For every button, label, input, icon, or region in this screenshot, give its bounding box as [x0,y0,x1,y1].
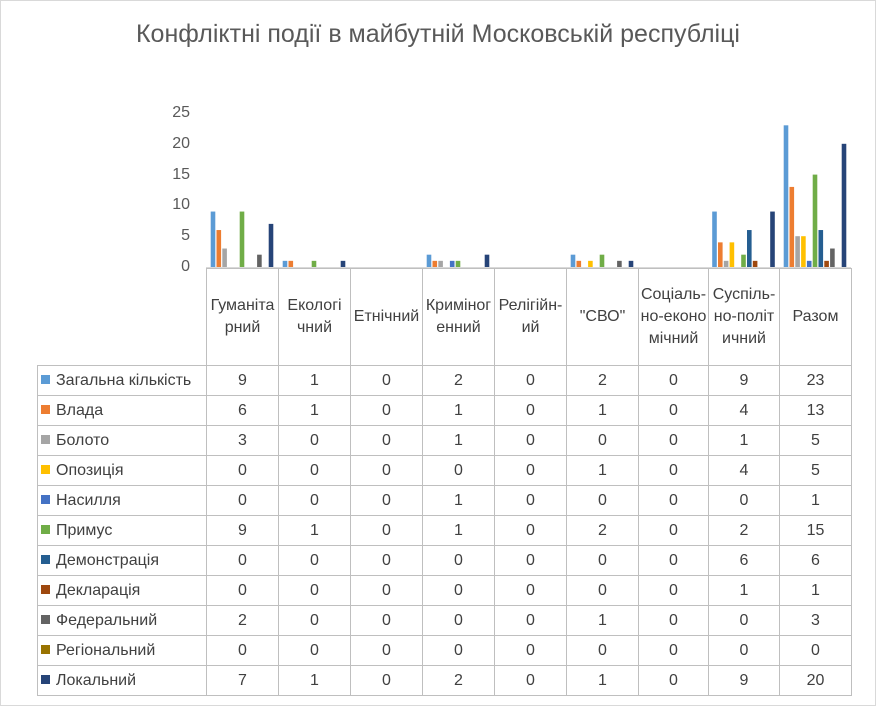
category-label [207,269,279,366]
data-label: 1 [567,456,639,486]
bar [830,249,835,267]
table-row [38,576,852,606]
legend-swatch [41,525,50,534]
legend-entry [38,456,207,486]
legend-swatch [41,375,50,384]
data-label: 0 [207,546,279,576]
bar [813,175,818,267]
data-label: 7 [207,666,279,696]
table-row [38,456,852,486]
bar [450,261,455,267]
data-label: 0 [567,546,639,576]
bar [571,255,576,267]
data-label: 0 [279,636,351,666]
legend-entry [38,366,207,396]
data-label: 1 [709,576,780,606]
data-label: 2 [567,516,639,546]
legend-entry [38,516,207,546]
data-label: 0 [709,636,780,666]
data-label: 6 [780,546,852,576]
data-label: 0 [495,486,567,516]
bar [269,224,274,267]
bar [770,212,775,267]
data-label: 9 [709,666,780,696]
data-label: 0 [567,486,639,516]
data-label: 0 [495,576,567,606]
legend-swatch [41,675,50,684]
chart-title: Конфліктні події в майбутній Московській республіці [135,20,740,48]
data-label: 23 [780,366,852,396]
category-label-text: Разом [792,308,839,325]
legend-swatch [41,585,50,594]
data-label: 0 [495,456,567,486]
data-label: 0 [351,456,423,486]
data-label: 0 [423,576,495,606]
legend-entry [38,636,207,666]
data-label: 0 [351,396,423,426]
bar [807,261,812,267]
data-label: 0 [279,486,351,516]
data-label: 0 [351,366,423,396]
data-label: 1 [279,366,351,396]
category-label-text: Екологічний [287,297,342,336]
bar [289,261,294,267]
category-label-text: "СВО" [579,308,626,325]
data-label: 0 [567,576,639,606]
category-label [495,269,567,366]
data-label: 0 [279,576,351,606]
table-row [38,366,852,396]
data-label: 5 [780,426,852,456]
data-label: 0 [709,606,780,636]
data-label: 0 [639,636,709,666]
bar [588,261,593,267]
category-label [279,269,351,366]
data-label: 0 [351,516,423,546]
data-label: 0 [423,456,495,486]
data-label: 0 [639,396,709,426]
legend-swatch [41,465,50,474]
data-label: 2 [207,606,279,636]
data-label: 1 [567,606,639,636]
data-label: 0 [780,636,852,666]
data-label: 0 [495,426,567,456]
data-label: 0 [351,606,423,636]
category-label-text: Суспільно-політичний [712,286,776,347]
y-tick-label: 15 [172,165,190,183]
legend-label: Опозиція [56,461,124,479]
data-label: 3 [207,426,279,456]
data-label: 1 [423,396,495,426]
data-label: 0 [207,456,279,486]
data-label: 0 [567,426,639,456]
bar [824,261,829,267]
table-row [38,516,852,546]
table-row [38,396,852,426]
table-row [38,666,852,696]
bar [427,255,432,267]
bar [718,242,723,267]
data-label: 9 [709,366,780,396]
category-label [709,269,780,366]
data-label: 0 [709,486,780,516]
bar [433,261,438,267]
data-label: 0 [279,546,351,576]
bar [577,261,582,267]
y-tick-label: 10 [172,196,190,214]
data-label: 0 [639,576,709,606]
data-label: 1 [279,516,351,546]
legend-label: Примус [56,521,113,539]
bar [842,144,847,267]
data-label: 2 [423,366,495,396]
data-label: 1 [423,516,495,546]
bar [438,261,443,267]
bar [801,236,806,267]
legend-swatch [41,405,50,414]
legend-label: Насилля [56,491,121,509]
data-label: 5 [780,456,852,486]
category-label-text: Гуманітарний [210,297,275,336]
legend-label: Декларація [56,581,141,599]
data-label: 0 [495,636,567,666]
category-label-text: Релігійний [498,297,563,336]
data-label: 0 [207,636,279,666]
legend-swatch [41,495,50,504]
data-label: 6 [709,546,780,576]
y-tick-label: 25 [172,104,190,121]
category-label-text: Криміногенний [425,297,492,336]
data-table [37,268,852,696]
legend-entry [38,546,207,576]
bar [240,212,245,267]
legend-entry [38,486,207,516]
legend-label: Федеральний [56,611,158,629]
legend-swatch [41,555,50,564]
data-label: 0 [639,426,709,456]
bar [283,261,288,267]
data-label: 1 [279,666,351,696]
data-label: 0 [351,576,423,606]
bar [217,230,222,267]
data-label: 0 [639,516,709,546]
data-label: 1 [567,666,639,696]
legend-swatch [41,645,50,654]
data-label: 0 [279,426,351,456]
data-label: 1 [780,576,852,606]
bar [753,261,758,267]
data-label: 6 [207,396,279,426]
legend-swatch [41,615,50,624]
legend-label: Демонстрація [56,551,159,569]
data-label: 1 [709,426,780,456]
data-label: 0 [567,636,639,666]
bar [730,242,735,267]
data-label: 0 [495,606,567,636]
category-label [423,269,495,366]
legend-entry [38,426,207,456]
bar [257,255,262,267]
bar [795,236,800,267]
data-label: 1 [279,396,351,426]
data-label: 15 [780,516,852,546]
bar [747,230,752,267]
bar [456,261,461,267]
category-label-text: Соціально-економічний [640,286,707,347]
data-label: 0 [639,606,709,636]
data-label: 0 [495,516,567,546]
legend-entry [38,576,207,606]
data-label: 1 [423,426,495,456]
legend-entry [38,666,207,696]
data-label: 4 [709,456,780,486]
bar [485,255,490,267]
data-label: 0 [639,366,709,396]
data-label: 1 [780,486,852,516]
data-label: 0 [207,486,279,516]
data-label: 2 [567,366,639,396]
bar [741,255,746,267]
data-label: 20 [780,666,852,696]
y-tick-label: 5 [181,227,190,245]
data-label: 0 [495,396,567,426]
category-label-text: Етнічний [353,308,420,325]
bar [312,261,317,267]
legend-label: Загальна кількість [56,371,192,389]
data-label: 3 [780,606,852,636]
bar [222,249,227,267]
legend-label: Болото [56,431,110,449]
table-row [38,426,852,456]
data-label: 0 [639,456,709,486]
category-label [567,269,639,366]
data-label: 0 [639,666,709,696]
bar [600,255,605,267]
data-label: 0 [279,456,351,486]
category-label [780,269,852,366]
data-label: 4 [709,396,780,426]
legend-label: Локальний [56,671,137,689]
bar [211,212,216,267]
bar [617,261,622,267]
data-label: 0 [207,576,279,606]
y-tick-label: 0 [181,258,190,275]
bar [790,187,795,267]
data-label: 0 [423,606,495,636]
table-row [38,606,852,636]
data-label: 2 [423,666,495,696]
bar [819,230,824,267]
data-label: 0 [351,666,423,696]
data-label: 0 [495,546,567,576]
data-label: 1 [423,486,495,516]
bar [784,125,789,267]
data-label: 0 [279,606,351,636]
legend-entry [38,606,207,636]
bar [712,212,717,267]
category-label [639,269,709,366]
legend-label: Влада [56,401,104,419]
table-row [38,486,852,516]
data-label: 0 [423,636,495,666]
category-label [351,269,423,366]
legend-label: Регіональний [56,641,156,659]
legend-swatch [41,435,50,444]
data-label: 9 [207,366,279,396]
category-header-row [38,269,852,366]
data-label: 0 [495,366,567,396]
data-label: 1 [567,396,639,426]
data-label: 0 [639,486,709,516]
data-label: 0 [351,546,423,576]
table-corner [38,269,207,366]
y-tick-label: 20 [172,134,190,152]
data-label: 0 [351,636,423,666]
data-label: 2 [709,516,780,546]
data-label: 0 [639,546,709,576]
data-label: 0 [495,666,567,696]
data-label: 9 [207,516,279,546]
bar [724,261,729,267]
table-row [38,636,852,666]
data-label: 0 [423,546,495,576]
data-label: 0 [351,426,423,456]
data-label: 13 [780,396,852,426]
legend-entry [38,396,207,426]
data-label: 0 [351,486,423,516]
bar [629,261,634,267]
bar [341,261,346,267]
table-row [38,546,852,576]
